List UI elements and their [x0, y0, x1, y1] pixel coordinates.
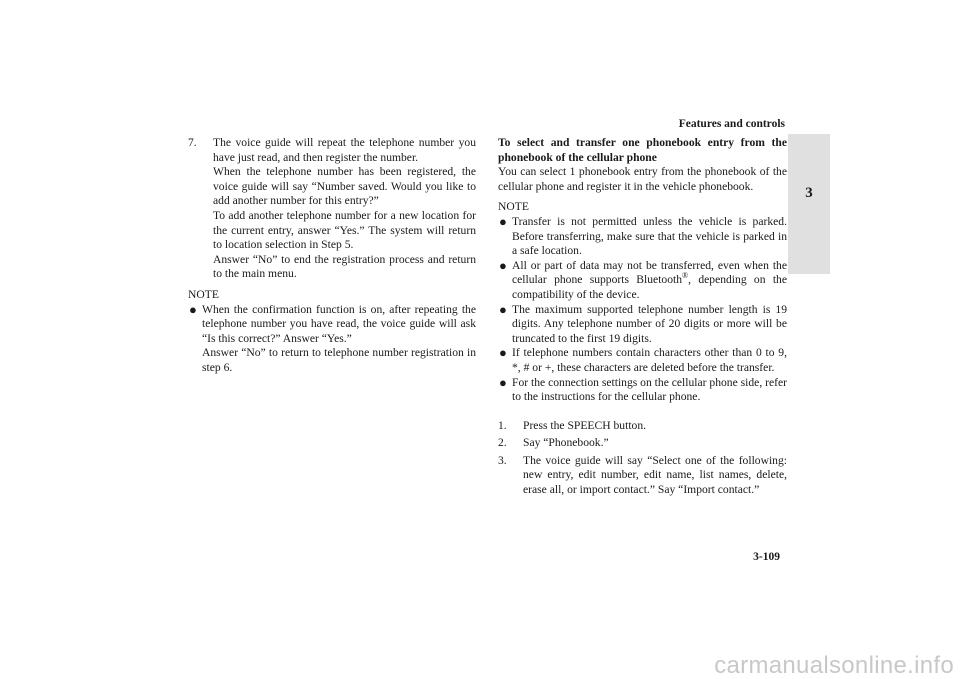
note-bullet-text-before: All or part of data may not be transferred, even when the cellular phone supports Bluetooth [512, 258, 787, 287]
bullet-dot-icon: ● [499, 301, 507, 317]
step-2 [498, 436, 787, 451]
step-text: Say “Phonebook.” [523, 436, 609, 450]
note-bullet-line-1: When the confirmation function is on, after repeating the telephone number you have read, the voice guide will ask “Is this correct?” Answer “Yes.” [202, 302, 476, 345]
note-bullet [498, 259, 787, 303]
bullet-dot-icon: ● [499, 374, 507, 390]
chapter-tab [788, 134, 830, 274]
page-number: 3-109 [753, 551, 780, 563]
step-1 [498, 419, 787, 434]
note-bullet-text: Transfer is not permitted unless the vehicle is parked. Before transferring, make sure that the vehicle is parked in a safe location. [512, 214, 787, 258]
running-header: Features and controls [678, 118, 785, 130]
note-bullet [188, 303, 476, 376]
step-3 [498, 454, 787, 498]
step-7-line-1: The voice guide will repeat the telephone number you have just read, and then register the number. [213, 136, 476, 164]
step-7 [188, 136, 476, 282]
step-7-line-2: When the telephone number has been registered, the voice guide will say “Number saved. Would you like to add another number for this entry?” [213, 165, 476, 208]
step-7-line-4: Answer “No” to end the registration process and return to the main menu. [213, 252, 476, 281]
bullet-dot-icon: ● [189, 301, 197, 317]
step-number: 1. [498, 418, 507, 432]
procedure-steps [498, 419, 787, 498]
section-subheading: To select and transfer one phonebook entry from the phonebook of the cellular phone [498, 136, 787, 164]
step-number: 2. [498, 436, 507, 450]
right-column [498, 136, 787, 501]
registered-mark: ® [682, 271, 689, 281]
note-bullet [498, 303, 787, 347]
step-text: Press the SPEECH button. [523, 418, 647, 432]
left-column [188, 136, 476, 376]
bullet-dot-icon: ● [499, 257, 507, 273]
step-text: The voice guide will say “Select one of the following: new entry, edit number, edit name, list names, delete, erase all, or import contact.” Say “Import contact.” [523, 453, 787, 497]
note-bullet [498, 346, 787, 375]
section-intro: You can select 1 phonebook entry from the phonebook of the cellular phone and register it in the vehicle phonebook. [498, 165, 787, 193]
note-bullet [498, 215, 787, 259]
step-number: 3. [498, 453, 507, 467]
chapter-number: 3 [805, 185, 813, 201]
note-bullet-text [512, 259, 787, 303]
note-bullet-text: If telephone numbers contain characters other than 0 to 9, *, # or +, these characters are deleted before the transfer. [512, 346, 787, 374]
note-label: NOTE [188, 287, 219, 301]
note-label: NOTE [498, 200, 529, 214]
note-bullet-text-after: , depending on the compatibility of the device. [512, 273, 787, 301]
step-7-line-3: To add another telephone number for a new location for the current entry, answer “Yes.” The system will return to location selection in Step 5. [213, 208, 476, 252]
step-number: 7. [188, 136, 197, 149]
note-bullet [498, 376, 787, 405]
note-bullet-line-2: Answer “No” to return to telephone number registration in step 6. [202, 346, 476, 374]
bullet-dot-icon: ● [499, 213, 507, 229]
note-bullet-text: The maximum supported telephone number length is 19 digits. Any telephone number of 20 digits or more will be truncated to the first 19 digits. [512, 302, 787, 345]
bullet-dot-icon: ● [499, 345, 507, 361]
watermark: carmanualsonline.info [714, 652, 954, 679]
note-bullet-text: For the connection settings on the cellular phone side, refer to the instructions for the cellular phone. [512, 375, 787, 404]
